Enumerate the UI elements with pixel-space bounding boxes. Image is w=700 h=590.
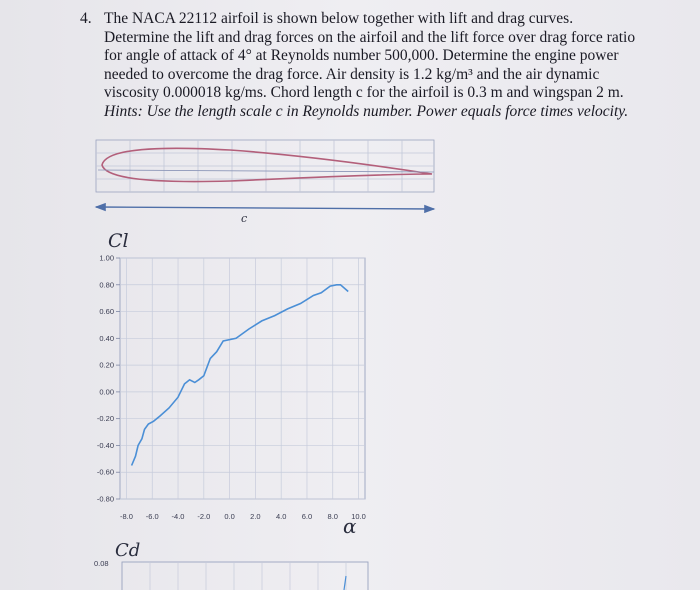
problem-line: for angle of attack of 4° at Reynolds number 500,000. Determine the engine power	[104, 47, 619, 65]
cl-x-tick-label: -4.0	[171, 512, 185, 521]
cl-axis-label: Cl	[108, 230, 129, 252]
alpha-axis-label: α	[343, 514, 357, 538]
cl-y-tick-label: 0.80	[99, 280, 114, 290]
drag-chart	[94, 540, 368, 590]
cl-y-tick-label: 0.00	[99, 387, 114, 397]
lift-chart	[97, 230, 366, 538]
problem-hint: Hints: Use the length scale c in Reynolds number. Power equals force times velocity.	[104, 102, 629, 120]
cl-x-tick-label: 10.0	[351, 512, 366, 521]
cl-x-tick-label: 0.0	[224, 512, 235, 521]
cl-y-ticks	[97, 254, 120, 504]
cl-x-tick-label: -8.0	[119, 512, 133, 521]
cl-y-tick-label: -0.80	[96, 494, 114, 504]
cl-grid	[120, 258, 365, 499]
problem-line: viscosity 0.000018 kg/ms. Chord length c for the airfoil is 0.3 m and wingspan 2 m.	[104, 84, 624, 102]
cl-y-tick-label: 1.00	[99, 253, 114, 263]
cl-y-tick-label: -0.40	[96, 440, 114, 450]
cl-y-tick-label: 0.40	[99, 333, 114, 343]
cl-y-tick-label: 0.60	[99, 307, 114, 317]
cl-x-tick-label: 6.0	[301, 512, 313, 521]
problem-line: Determine the lift and drag forces on the airfoil and the lift force over drag force ratio	[104, 28, 636, 46]
cd-axis-label: Cd	[115, 540, 141, 561]
cd-plot-frame	[122, 562, 368, 590]
cl-x-ticks	[120, 512, 366, 521]
cl-y-tick-label: -0.60	[96, 467, 114, 477]
cl-y-tick-label: 0.20	[99, 360, 114, 370]
problem-number: 4.	[80, 10, 92, 27]
cl-plot-frame	[120, 258, 365, 499]
cd-y-tick-label: 0.08	[94, 559, 109, 568]
cl-x-tick-label: -2.0	[197, 512, 211, 521]
cd-grid	[150, 562, 346, 590]
problem-line: needed to overcome the drag force. Air density is 1.2 kg/m³ and the air dynamic	[104, 65, 600, 83]
cl-x-tick-label: 2.0	[250, 512, 261, 521]
cl-x-tick-label: -6.0	[145, 512, 159, 521]
chord-label: c	[241, 212, 248, 225]
cl-y-tick-label: -0.20	[96, 414, 114, 424]
chord-arrow	[96, 207, 434, 209]
cl-x-tick-label: 8.0	[327, 512, 338, 521]
problem-line: The NACA 22112 airfoil is shown below together with lift and drag curves.	[104, 10, 574, 27]
cl-x-tick-label: 4.0	[275, 512, 287, 521]
airfoil-grid	[96, 140, 434, 192]
